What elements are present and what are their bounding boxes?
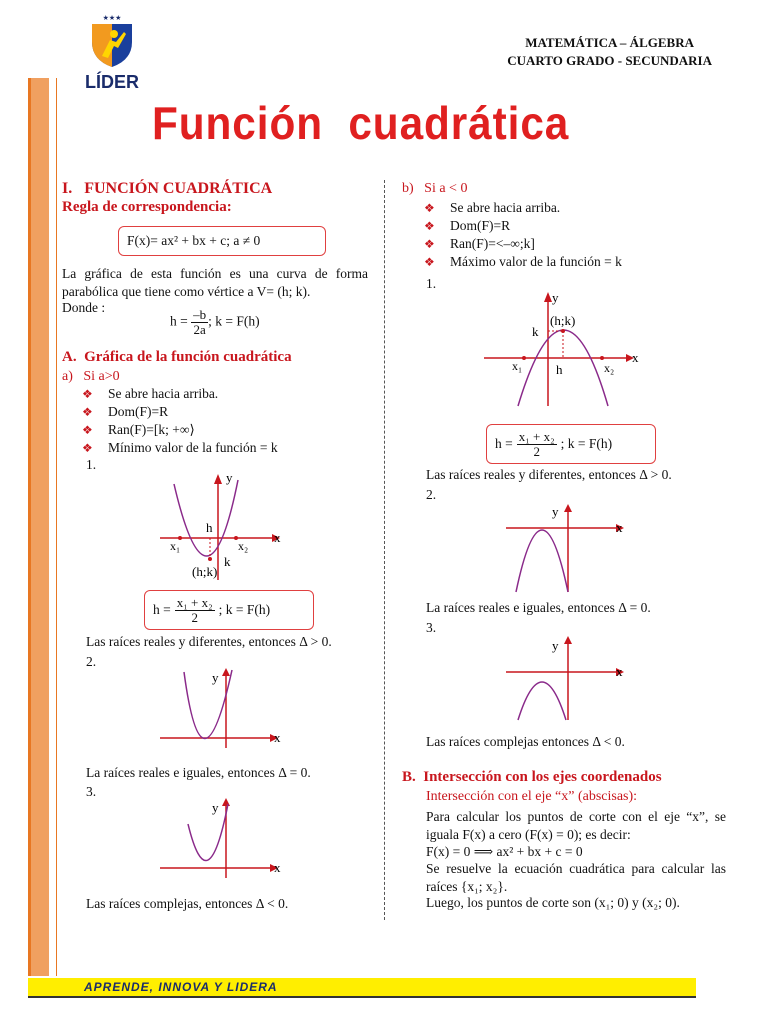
- page-title: Función cuadrática: [152, 97, 570, 149]
- diamond-bullet-icon: ❖: [424, 237, 435, 251]
- box-h-label: h =: [495, 436, 513, 451]
- caption-a-3: Las raíces complejas, entonces Δ < 0.: [86, 896, 289, 911]
- box-k-label: ; k = F(h): [218, 602, 271, 617]
- diamond-bullet-icon: ❖: [82, 441, 93, 455]
- graph-a-3: [160, 796, 290, 882]
- box-h-formula-b: [486, 424, 656, 464]
- graph-b-2: [506, 502, 636, 594]
- list-item: ❖ Dom(F)=R: [82, 404, 169, 419]
- section-b-paragraph-1: Para calcular los puntos de corte con el eje “x”, se iguala F(x) a cero (F(x) = 0); es decir:: [426, 809, 726, 842]
- left-orange-bar: [28, 78, 49, 976]
- box-h-formula-a: [144, 590, 314, 630]
- fraction-numerator: x₁ + x₂: [176, 594, 213, 610]
- graph-b-1: [484, 288, 644, 408]
- list-item: ❖ Mínimo valor de la función = k: [82, 440, 278, 455]
- box-h-label: h =: [153, 602, 171, 617]
- axis-y-label: y: [226, 470, 233, 485]
- footer-slogan: APRENDE, INNOVA Y LIDERA: [84, 980, 278, 994]
- diamond-bullet-icon: ❖: [82, 423, 93, 437]
- graph-number-b3: 3.: [426, 620, 437, 635]
- vertex-fraction: [191, 308, 208, 337]
- header-subject: MATEMÁTICA – ÁLGEBRA: [525, 35, 694, 50]
- section-b-subheading: Intersección con el eje “x” (abscisas):: [426, 789, 638, 804]
- x2-label: x₂: [238, 539, 249, 553]
- diamond-bullet-icon: ❖: [424, 219, 435, 233]
- list-item: ❖ Ran(F)=[k; +∞⟩: [82, 422, 195, 437]
- graph-number-b2: 2.: [426, 487, 437, 502]
- axis-x-label: x: [274, 860, 281, 875]
- case-a-bullets: [82, 385, 278, 457]
- section-1-heading: I. FUNCIÓN CUADRÁTICA: [62, 180, 273, 197]
- list-item: ❖ Se abre hacia arriba.: [424, 200, 561, 215]
- list-item: ❖ Se abre hacia arriba.: [82, 386, 219, 401]
- logo: [80, 14, 144, 92]
- graph-number-b1: 1.: [426, 276, 437, 291]
- axis-x-label: x: [274, 530, 281, 545]
- list-item: ❖ Ran(F)=<–∞;k]: [424, 236, 535, 251]
- x1-label: x₁: [170, 539, 181, 553]
- caption-b-1: Las raíces reales y diferentes, entonces Δ > 0.: [426, 467, 672, 482]
- section-a-heading: A. Gráfica de la función cuadrática: [62, 349, 292, 365]
- diamond-bullet-icon: ❖: [82, 387, 93, 401]
- axis-y-label: y: [212, 800, 219, 815]
- graph-number-1: 1.: [86, 457, 97, 472]
- x2-label: x₂: [604, 361, 615, 375]
- diamond-bullet-icon: ❖: [82, 405, 93, 419]
- graph-a-1: [160, 470, 290, 582]
- case-a-label: a) Si a>0: [62, 369, 120, 384]
- box-fraction: [517, 430, 557, 459]
- logo-text: LÍDER: [85, 72, 139, 92]
- k-label: k: [224, 554, 231, 569]
- h-label: h: [556, 362, 563, 377]
- box-k-label: ; k = F(h): [560, 436, 613, 451]
- h-label: h: [206, 520, 213, 535]
- axis-y-label: y: [212, 670, 219, 685]
- section-b-heading: B. Intersección con los ejes coordenados: [402, 769, 662, 785]
- graph-b-3: [506, 634, 636, 724]
- diamond-bullet-icon: ❖: [424, 255, 435, 269]
- axis-y-label: y: [552, 290, 559, 305]
- fraction-denominator: 2: [533, 443, 540, 459]
- section-b-paragraph-3: Luego, los puntos de corte son (x₁; 0) y (x₂; 0).: [426, 895, 680, 910]
- fraction-denominator: 2: [191, 609, 198, 625]
- case-b-bullets: [424, 199, 622, 271]
- vertex-h-label: h =: [170, 313, 188, 329]
- axis-x-label: x: [616, 520, 623, 535]
- left-border-line: [56, 78, 57, 976]
- vertex-label: (h;k): [192, 564, 218, 579]
- header-grade: CUARTO GRADO - SECUNDARIA: [507, 53, 712, 68]
- section-b-equation: F(x) = 0 ⟹ ax² + bx + c = 0: [426, 844, 583, 859]
- vertex-label: (h;k): [550, 313, 576, 328]
- section-b-paragraph-2: Se resuelve la ecuación cuadrática para calcular las raíces {x₁; x₂}.: [426, 861, 726, 894]
- fraction-numerator: –b: [193, 307, 207, 322]
- fraction-denominator: 2a: [193, 322, 206, 337]
- x1-label: x₁: [512, 359, 523, 373]
- axis-y-label: y: [552, 504, 559, 519]
- graph-a-2: [160, 666, 290, 752]
- logo-stars: ★★★: [102, 14, 122, 22]
- caption-a-1: Las raíces reales y diferentes, entonces Δ > 0.: [86, 634, 332, 649]
- column-divider: [384, 180, 385, 920]
- caption-b-3: Las raíces complejas entonces Δ < 0.: [426, 734, 625, 749]
- axis-x-label: x: [274, 730, 281, 745]
- axis-x-label: x: [616, 664, 623, 679]
- fraction-numerator: x₁ + x₂: [518, 428, 555, 444]
- k-label: k: [532, 324, 539, 339]
- formula-box: F(x)= ax² + bx + c; a ≠ 0: [118, 226, 326, 256]
- list-item: ❖ Máximo valor de la función = k: [424, 254, 622, 269]
- donde-label: Donde :: [62, 300, 106, 315]
- caption-b-2: La raíces reales e iguales, entonces Δ = 0.: [426, 600, 651, 615]
- axis-x-label: x: [632, 350, 639, 365]
- axis-y-label: y: [552, 638, 559, 653]
- graph-number-2: 2.: [86, 654, 97, 669]
- vertex-formula: [170, 308, 260, 337]
- list-item: ❖ Dom(F)=R: [424, 218, 511, 233]
- header-info: [507, 34, 712, 70]
- graph-number-3: 3.: [86, 784, 97, 799]
- vertex-k-label: ; k = F(h): [208, 313, 260, 329]
- definition-paragraph: La gráfica de esta función es una curva de forma parabólica que tiene como vértice a V= (h; k).: [62, 266, 368, 299]
- shield-icon: [80, 22, 144, 68]
- diamond-bullet-icon: ❖: [424, 201, 435, 215]
- caption-a-2: La raíces reales e iguales, entonces Δ = 0.: [86, 765, 311, 780]
- section-1-subheading: Regla de correspondencia:: [62, 199, 232, 215]
- box-fraction: [175, 596, 215, 625]
- case-b-label: b) Si a < 0: [402, 181, 468, 196]
